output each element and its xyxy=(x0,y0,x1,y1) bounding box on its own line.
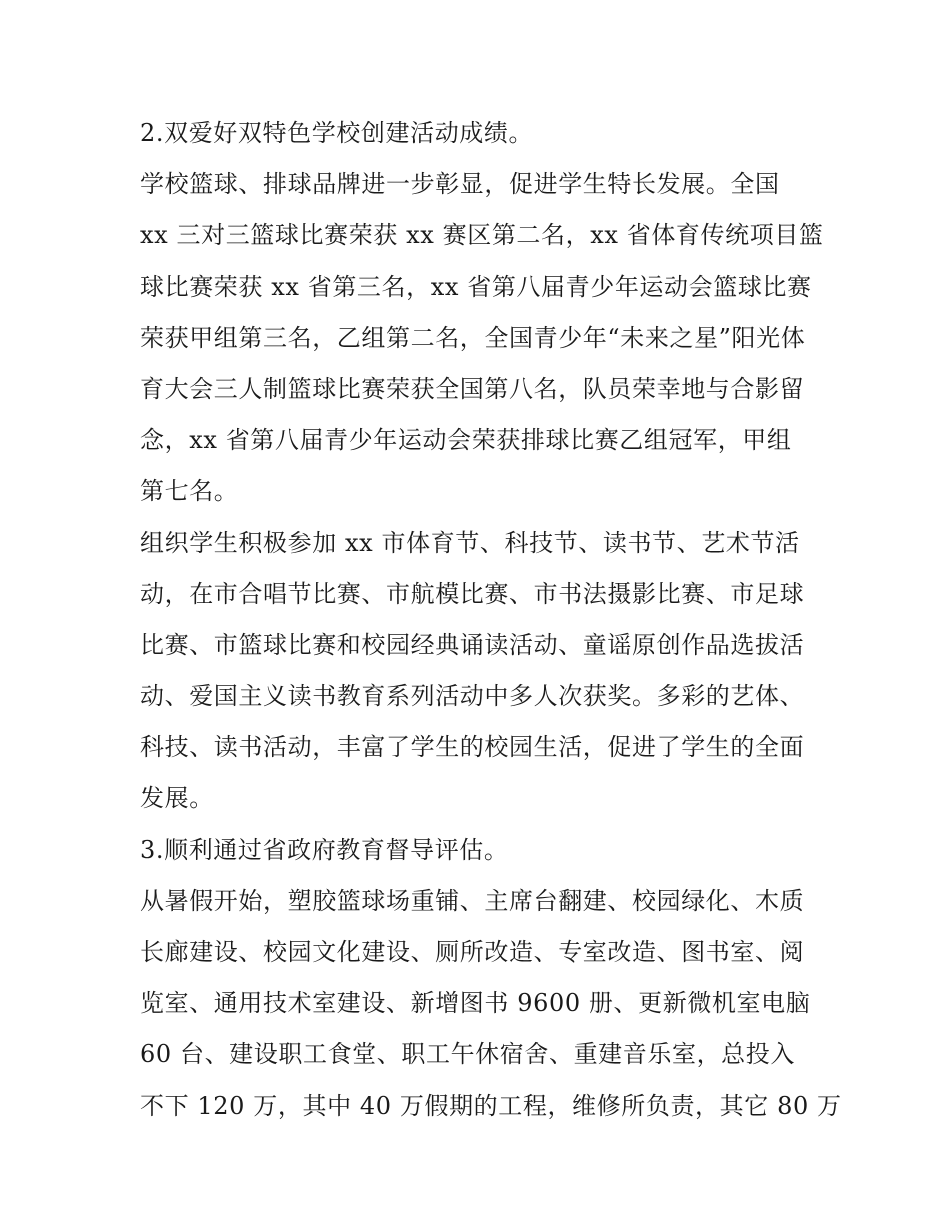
text-line: 育大会三人制篮球比赛荣获全国第八名，队员荣幸地与合影留 xyxy=(140,374,805,403)
text-line: xx 三对三篮球比赛荣获 xx 赛区第二名，xx 省体育传统项目篮 xyxy=(140,221,824,250)
text-line: 动，在市合唱节比赛、市航模比赛、市书法摄影比赛、市足球 xyxy=(140,579,805,608)
document-body xyxy=(140,108,842,1132)
section-heading-3: 3.顺利通过省政府教育督导评估。 xyxy=(140,835,509,864)
text-line: 长廊建设、校园文化建设、厕所改造、专室改造、图书室、阅 xyxy=(140,938,805,966)
text-line: 览室、通用技术室建设、新增图书 9600 册、更新微机室电脑 xyxy=(140,989,811,1018)
text-line: 组织学生积极参加 xx 市体育节、科技节、读书节、艺术节活 xyxy=(140,528,800,557)
text-line: 荣获甲组第三名，乙组第二名，全国青少年“未来之星”阳光体 xyxy=(140,323,806,352)
text-line: 动、爱国主义读书教育系列活动中多人次获奖。多彩的艺体、 xyxy=(140,682,805,711)
text-line: 发展。 xyxy=(140,784,214,813)
text-line: 学校篮球、排球品牌进一步彰显，促进学生特长发展。全国 xyxy=(140,170,780,199)
text-line: 不下 120 万，其中 40 万假期的工程，维修所负责，其它 80 万 xyxy=(140,1091,842,1120)
text-line: 从暑假开始，塑胶篮球场重铺、主席台翻建、校园绿化、木质 xyxy=(140,886,805,915)
section-heading-2: 2.双爱好双特色学校创建活动成绩。 xyxy=(140,119,534,147)
text-line: 比赛、市篮球比赛和校园经典诵读活动、童谣原创作品选拔活 xyxy=(140,630,805,659)
text-line: 念，xx 省第八届青少年运动会荣获排球比赛乙组冠军，甲组 xyxy=(140,426,792,455)
text-line: 科技、读书活动，丰富了学生的校园生活，促进了学生的全面 xyxy=(140,733,805,762)
text-line: 60 台、建设职工食堂、职工午休宿舍、重建音乐室，总投入 xyxy=(140,1040,795,1069)
text-line: 球比赛荣获 xx 省第三名，xx 省第八届青少年运动会篮球比赛 xyxy=(140,272,812,301)
text-line: 第七名。 xyxy=(140,477,239,506)
